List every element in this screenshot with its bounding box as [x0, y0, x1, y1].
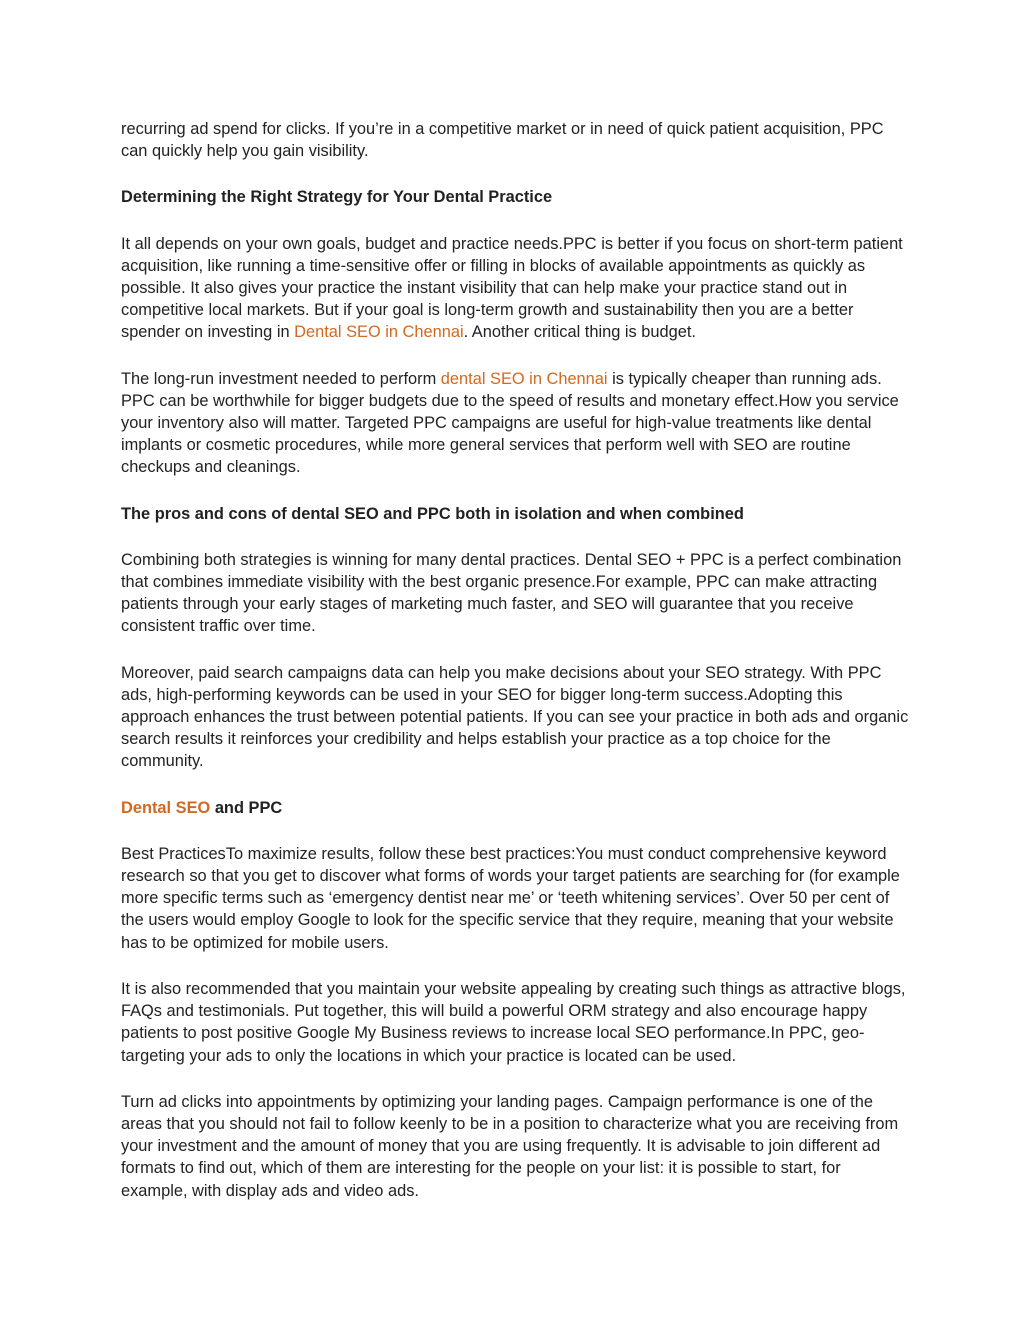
- paragraph-text: . Another critical thing is budget.: [463, 323, 696, 342]
- dental-seo-chennai-link-2[interactable]: dental SEO in Chennai: [440, 369, 608, 388]
- paragraph-best-practices: Best PracticesTo maximize results, follow these best practices:You must conduct comprehensive keyword research so that you get to discover what forms of words your target patients are searching for (for example more specific terms such as ‘emergency dentist near me’ or ‘teeth whitening services’. Over 50 per cent of the users would employ Google to look for the specific service that they require, meaning that your website has to be optimized for mobile users.: [121, 844, 900, 952]
- document-page: [121, 118, 911, 1226]
- paragraph-text: The long-run investment needed to perform: [121, 369, 441, 388]
- dental-seo-heading-link[interactable]: Dental SEO: [121, 798, 211, 817]
- paragraph-combining-strategies: Combining both strategies is winning for many dental practices. Dental SEO + PPC is a perfect combination that combines immediate visibility with the best organic presence.For example, PPC can make attracting patients through your early stages of marketing much faster, and SEO will guarantee that you receive consistent traffic over time.: [121, 550, 902, 636]
- paragraph-long-run-investment: [121, 368, 911, 479]
- paragraph-landing-pages: Turn ad clicks into appointments by optimizing your landing pages. Campaign performance is one of the areas that you should not fail to follow keenly to be in a position to characterize what you are receiving from your investment and the amount of money that you are using frequently. It is advisable to join different ad formats to find out, which of them are interesting for the people on your list: it is possible to start, for example, with display ads and video ads.: [121, 1092, 899, 1200]
- paragraph-paid-search-data: Moreover, paid search campaigns data can help you make decisions about your SEO strategy. With PPC ads, high-performing keywords can be used in your SEO for bigger long-term success.Adopting this approach enhances the trust between potential patients. If you can see your practice in both ads and organic search results it reinforces your credibility and helps establish your practice as a top choice for the community.: [121, 663, 909, 771]
- paragraph-goals-budget: [121, 233, 911, 344]
- dental-seo-chennai-link[interactable]: Dental SEO in Chennai: [294, 323, 464, 342]
- heading-pros-cons: The pros and cons of dental SEO and PPC both in isolation and when combined: [121, 504, 744, 523]
- heading-dental-seo-ppc: [121, 797, 911, 819]
- heading-text: and PPC: [210, 798, 283, 817]
- paragraph-text: It all depends on your own goals, budget and practice needs.PPC is better if you focus on short-term patient acquisition, like running a time-sensitive offer or filling in blocks of available appointments as quickly as possible. It also gives your practice the instant visibility that can help make your practice stand out in competitive local markets. But if your goal is long-term growth and sustainability then you are a better spender on investing in: [121, 234, 903, 342]
- heading-right-strategy: Determining the Right Strategy for Your Dental Practice: [121, 188, 553, 207]
- paragraph-text: is typically cheaper than running ads. PPC can be worthwhile for bigger budgets due to the speed of results and monetary effect.How you service your inventory also will matter. Targeted PPC campaigns are useful for high-value treatments like dental implants or cosmetic procedures, while more general services that perform well with SEO are routine checkups and cleanings.: [121, 369, 899, 477]
- paragraph-ppc-visibility: recurring ad spend for clicks. If you’re in a competitive market or in need of quick patient acquisition, PPC can quickly help you gain visibility.: [121, 120, 884, 161]
- paragraph-website-appeal: It is also recommended that you maintain your website appealing by creating such things as attractive blogs, FAQs and testimonials. Put together, this will build a powerful ORM strategy and also encourage happy patients to post positive Google My Business reviews to increase local SEO performance.In PPC, geo-targeting your ads to only the locations in which your practice is located can be used.: [121, 979, 906, 1065]
